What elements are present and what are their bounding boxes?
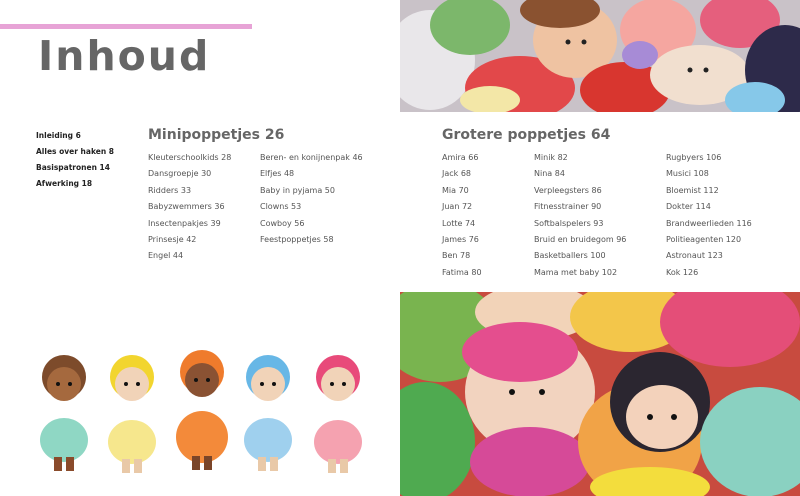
toc-entry[interactable]: Baby in pyjama 50 bbox=[260, 185, 335, 195]
toc-entry[interactable]: Clowns 53 bbox=[260, 202, 302, 212]
toc-entry[interactable]: Alles over haken 8 bbox=[36, 147, 114, 156]
toc-entry[interactable]: Kleuterschoolkids 28 bbox=[148, 153, 232, 162]
toc-entry[interactable]: Engel 44 bbox=[148, 251, 184, 261]
toc-entry[interactable]: Rugbyers 106 bbox=[666, 153, 722, 162]
toc-entry[interactable]: Dansgroepje 30 bbox=[148, 169, 212, 179]
toc-entry[interactable]: Afwerking 18 bbox=[36, 179, 93, 188]
toc-entry[interactable]: Basketballers 100 bbox=[534, 251, 606, 261]
toc-entry[interactable]: Mama met baby 102 bbox=[534, 267, 618, 277]
toc-entry[interactable]: Inleiding 6 bbox=[36, 131, 81, 140]
photo-crochet-dolls-closeup bbox=[400, 292, 800, 496]
page-title: Inhoud bbox=[38, 32, 211, 80]
grote-column-1 bbox=[442, 150, 482, 281]
toc-entry[interactable]: Lotte 74 bbox=[442, 218, 476, 228]
toc-entry[interactable]: Basispatronen 14 bbox=[36, 163, 110, 172]
toc-entry[interactable]: Ridders 33 bbox=[148, 185, 192, 195]
mini-column-2 bbox=[260, 150, 363, 248]
toc-entry[interactable]: Juan 72 bbox=[442, 202, 473, 212]
toc-entry[interactable]: Amira 66 bbox=[442, 153, 479, 162]
toc-entry[interactable]: Musici 108 bbox=[666, 169, 709, 179]
toc-entry[interactable]: Astronaut 123 bbox=[666, 251, 723, 261]
photo-crochet-dolls-pile-top bbox=[400, 0, 800, 112]
toc-entry[interactable]: Elfjes 48 bbox=[260, 169, 295, 179]
section-title-grotere-poppetjes: Grotere poppetjes 64 bbox=[442, 127, 611, 143]
photo-mini-dolls-row bbox=[0, 292, 400, 496]
toc-entry[interactable]: Babyzwemmers 36 bbox=[148, 202, 225, 212]
grote-column-3 bbox=[666, 150, 752, 281]
toc-entry[interactable]: Mia 70 bbox=[442, 185, 469, 195]
toc-entry[interactable]: Kok 126 bbox=[666, 267, 699, 277]
accent-bar bbox=[0, 24, 252, 29]
toc-entry[interactable]: Feestpoppetjes 58 bbox=[260, 234, 334, 244]
toc-entry[interactable]: Fatima 80 bbox=[442, 267, 482, 277]
toc-entry[interactable]: Jack 68 bbox=[442, 169, 472, 179]
toc-entry[interactable]: Bruid en bruidegom 96 bbox=[534, 234, 627, 244]
toc-entry[interactable]: James 76 bbox=[442, 234, 479, 244]
toc-entry[interactable]: Brandweerlieden 116 bbox=[666, 218, 752, 228]
toc-entry[interactable]: Verpleegsters 86 bbox=[534, 185, 602, 195]
toc-entry[interactable]: Insectenpakjes 39 bbox=[148, 218, 221, 228]
toc-entry[interactable]: Fitnesstrainer 90 bbox=[534, 202, 602, 212]
toc-entry[interactable]: Nina 84 bbox=[534, 169, 565, 179]
toc-entry[interactable]: Prinsesje 42 bbox=[148, 234, 197, 244]
toc-entry[interactable]: Dokter 114 bbox=[666, 202, 711, 212]
toc-entry[interactable]: Minik 82 bbox=[534, 153, 568, 162]
toc-entry[interactable]: Ben 78 bbox=[442, 251, 471, 261]
toc-entry[interactable]: Beren- en konijnenpak 46 bbox=[260, 153, 363, 162]
mini-column-1 bbox=[148, 150, 231, 265]
grote-column-2 bbox=[534, 150, 626, 281]
section-title-minipoppetjes: Minipoppetjes 26 bbox=[148, 127, 285, 143]
toc-entry[interactable]: Cowboy 56 bbox=[260, 218, 305, 228]
toc-entry[interactable]: Softbalspelers 93 bbox=[534, 218, 604, 228]
toc-entry[interactable]: Bloemist 112 bbox=[666, 185, 719, 195]
intro-list bbox=[36, 128, 114, 192]
toc-entry[interactable]: Politieagenten 120 bbox=[666, 234, 742, 244]
